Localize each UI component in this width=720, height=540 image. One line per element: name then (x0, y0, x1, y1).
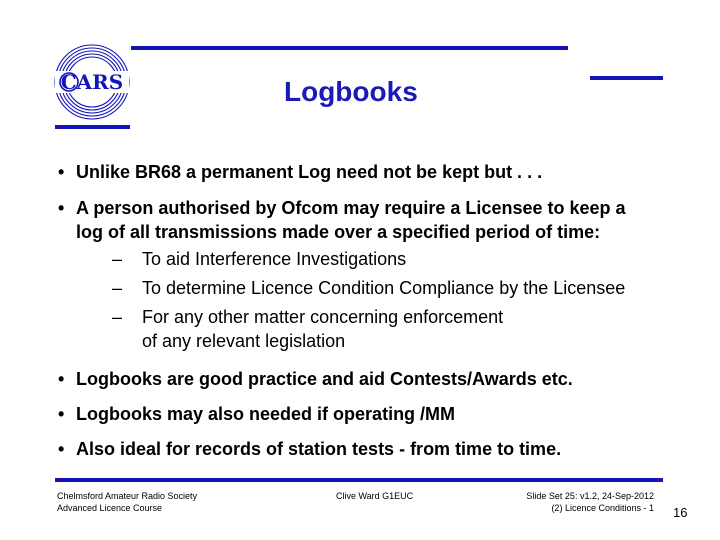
bullet-text: Unlike BR68 a permanent Log need not be kept but . . . (76, 162, 543, 182)
bullet-item (58, 196, 626, 244)
left-accent-rule (55, 125, 130, 129)
sub-item-text-line: For any other matter concerning enforcement (142, 307, 504, 327)
slide-number: 16 (673, 505, 688, 520)
footer-author: Clive Ward G1EUC (336, 491, 414, 501)
logo-text: CARS (60, 70, 124, 94)
bullet-item (58, 367, 573, 391)
sub-item (112, 276, 625, 300)
bullet-item (58, 160, 542, 184)
bullet-item (58, 437, 561, 461)
footer-center (336, 490, 413, 502)
bullet-glyph: • (58, 404, 65, 424)
sub-item-text-line: of any relevant legislation (142, 331, 346, 351)
right-accent-rule (590, 76, 663, 80)
sub-item (112, 305, 503, 353)
bullet-item (58, 402, 455, 426)
bullet-text: Also ideal for records of station tests - from time to time. (76, 439, 562, 459)
bullet-text: Logbooks are good practice and aid Contests/Awards etc. (76, 369, 573, 389)
footer-org: Chelmsford Amateur Radio Society (57, 491, 198, 501)
bullet-glyph: • (58, 369, 65, 389)
slide-title: Logbooks (284, 76, 418, 107)
footer-course: Advanced Licence Course (57, 503, 163, 513)
footer-section: (2) Licence Conditions - 1 (551, 503, 654, 513)
cars-logo-icon (52, 42, 132, 122)
footer-rule (55, 478, 663, 482)
bullet-text-line: A person authorised by Ofcom may require a Licensee to keep a (76, 198, 626, 218)
bullet-text: Logbooks may also needed if operating /MM (76, 404, 456, 424)
footer-right (498, 490, 654, 514)
bullet-text-line: log of all transmissions made over a specified period of time: (76, 222, 601, 242)
dash-glyph: – (112, 278, 123, 298)
bullet-glyph: • (58, 439, 65, 459)
footer-left (57, 490, 197, 514)
dash-glyph: – (112, 307, 123, 327)
sub-item-text: To determine Licence Condition Compliance by the Licensee (142, 278, 626, 298)
sub-item (112, 247, 406, 271)
footer-slide-set: Slide Set 25: v1.2, 24-Sep-2012 (526, 491, 654, 501)
bullet-glyph: • (58, 162, 65, 182)
dash-glyph: – (112, 249, 123, 269)
top-rule (131, 46, 568, 50)
bullet-glyph: • (58, 198, 65, 218)
sub-item-text: To aid Interference Investigations (142, 249, 407, 269)
